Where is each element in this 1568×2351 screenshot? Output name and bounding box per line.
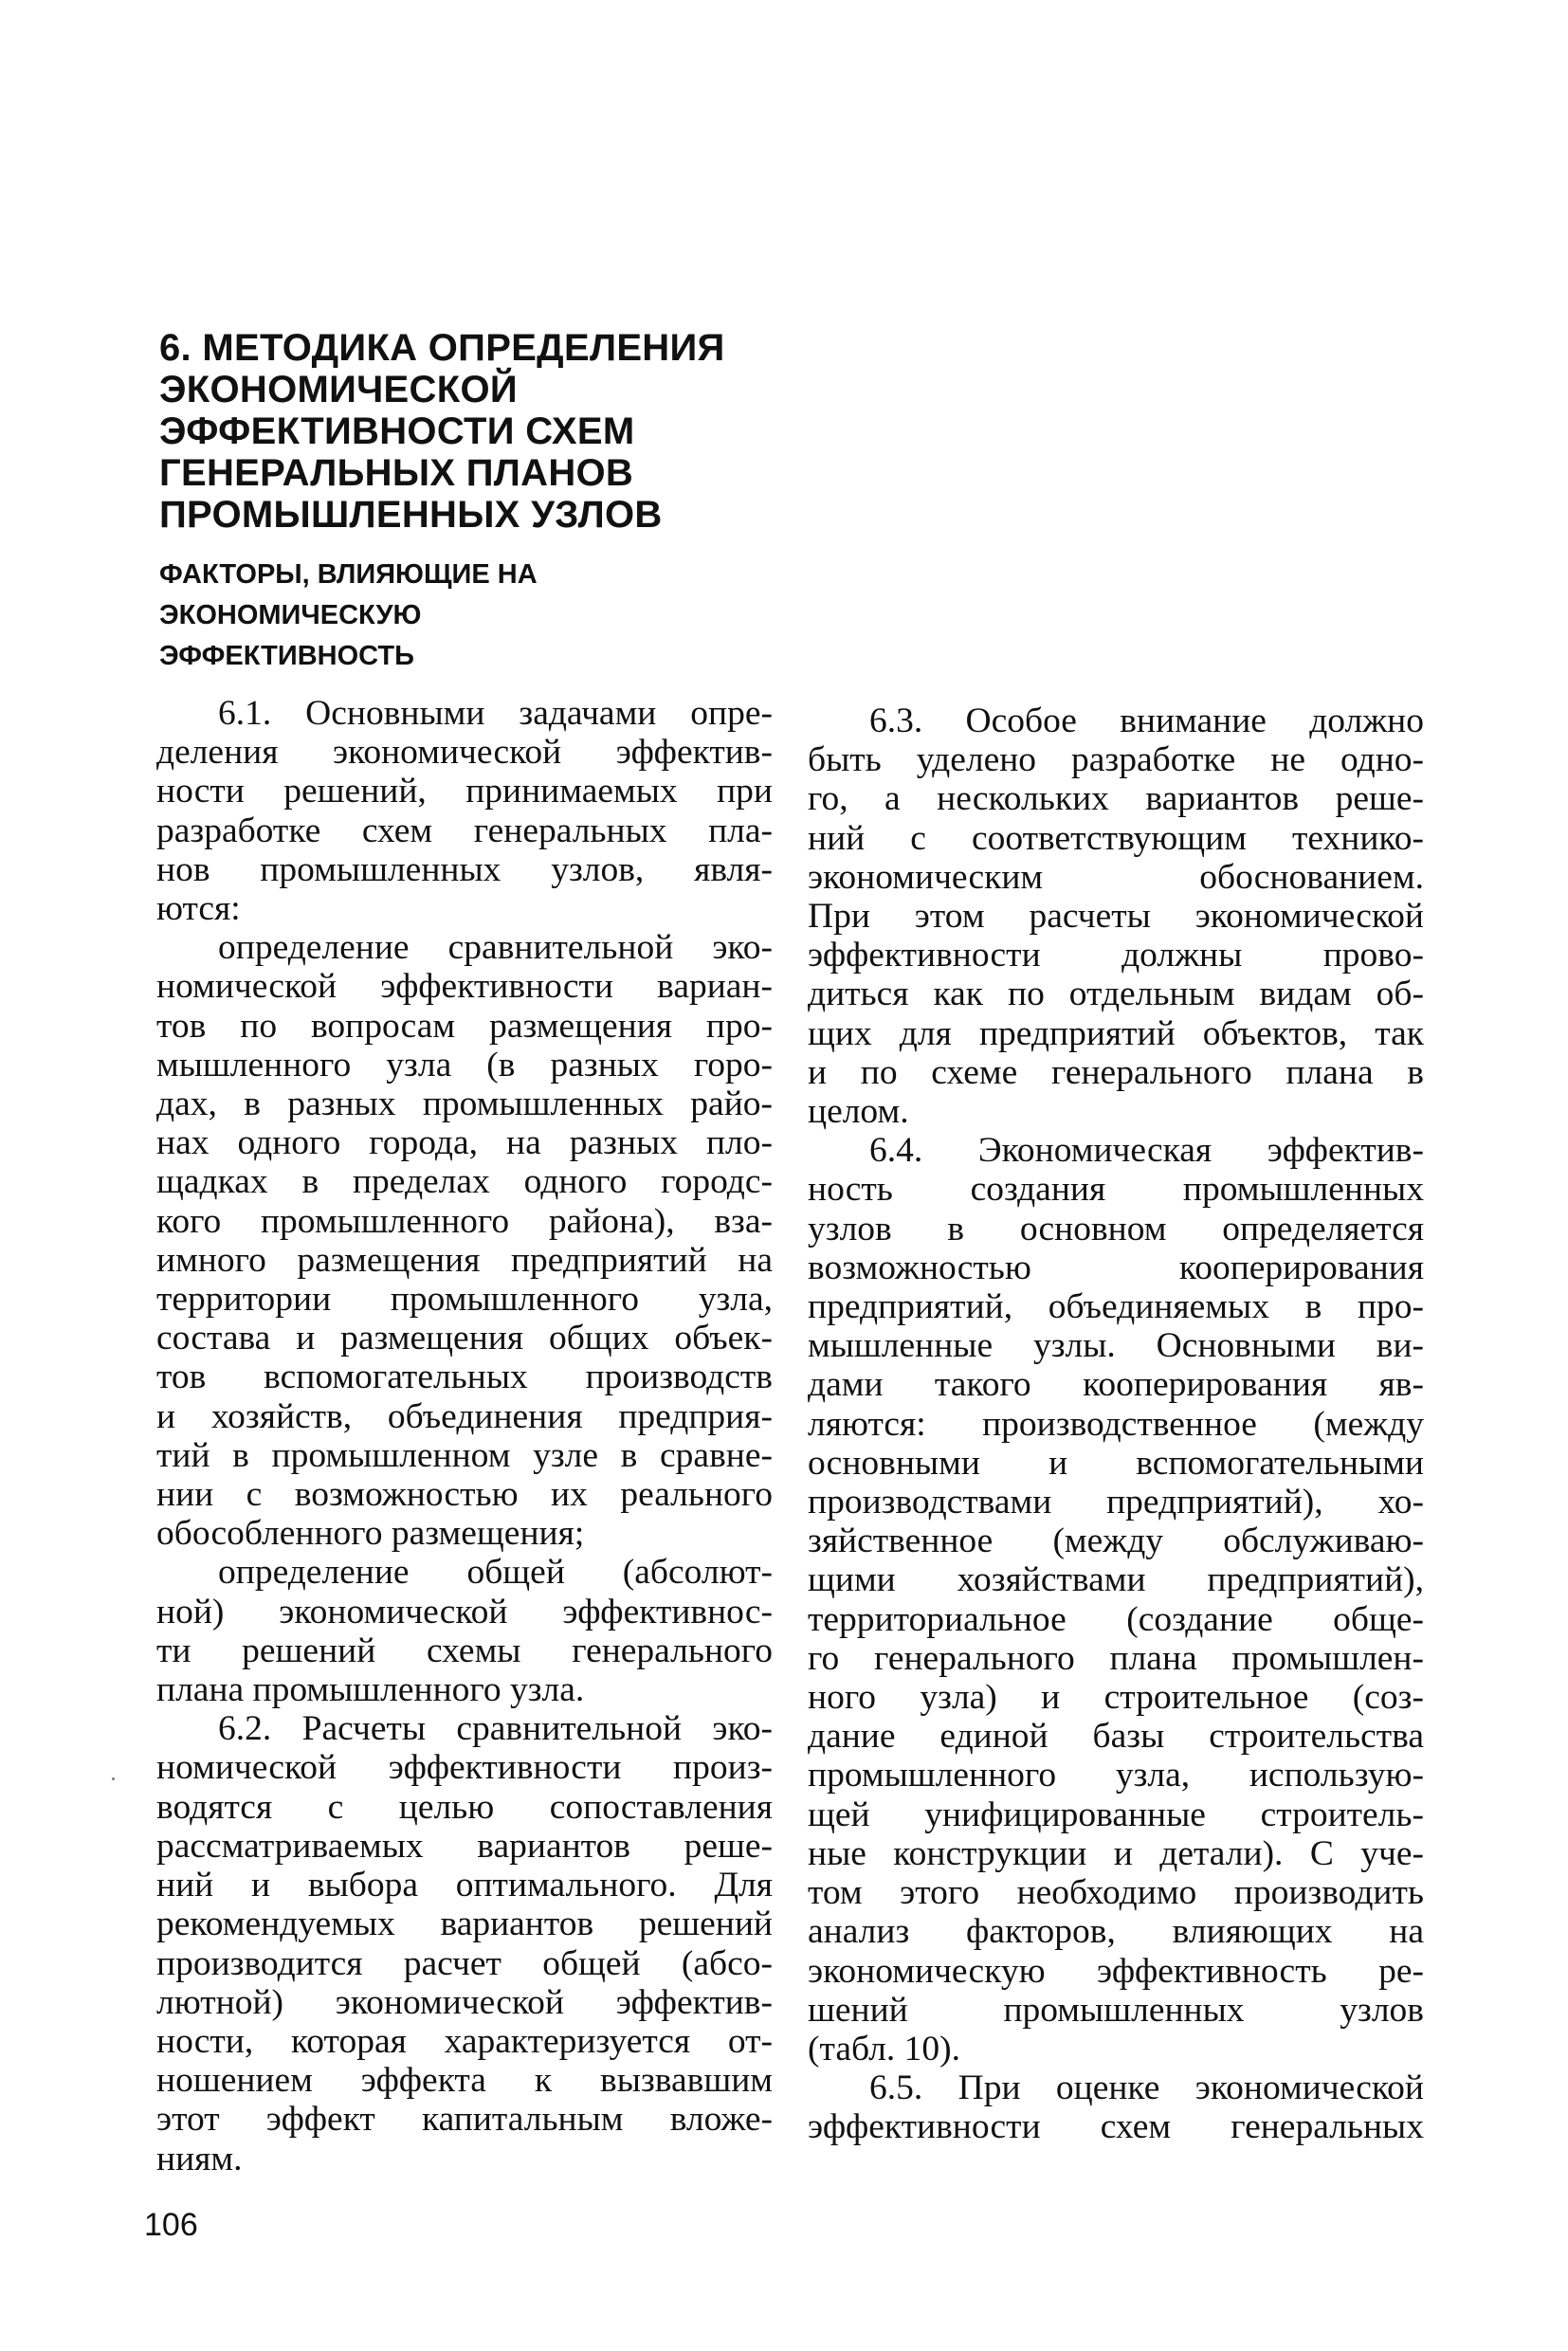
text-line: диться как по отдельным видам об- xyxy=(808,975,1424,1014)
text-line: тий в промышленном узле в сравне- xyxy=(156,1435,773,1475)
text-line: щей унифицированные строитель- xyxy=(808,1795,1424,1834)
text-line: состава и размещения общих объек- xyxy=(156,1319,773,1358)
text-line: ношением эффекта к вызвавшим xyxy=(156,2061,773,2101)
text-line: ляются: производственное (между xyxy=(808,1404,1424,1444)
text-line: 6.5. При оценке экономической xyxy=(869,2069,1424,2108)
text-line: ниям. xyxy=(156,2139,243,2178)
text-line: том этого необходимо производить xyxy=(808,1873,1424,1913)
text-line: узлов в основном определяется xyxy=(808,1209,1424,1248)
text-line: щими хозяйствами предприятий), xyxy=(808,1560,1424,1600)
text-line: территориальное (создание обще- xyxy=(808,1599,1424,1639)
text-line: целом. xyxy=(808,1092,909,1132)
text-line: экономическую эффективность ре- xyxy=(808,1951,1424,1991)
text-line: этот эффект капитальным вложе- xyxy=(156,2100,773,2140)
text-line: быть уделено разработке не одно- xyxy=(808,740,1424,780)
chapter-title-line: ГЕНЕРАЛЬНЫХ ПЛАНОВ xyxy=(159,452,634,494)
text-line: ти решений схемы генерального xyxy=(156,1631,773,1670)
chapter-title-line: ЭКОНОМИЧЕСКОЙ xyxy=(159,369,518,410)
text-line: тов вспомогательных производств xyxy=(156,1358,773,1397)
text-line: нии с возможностью их реального xyxy=(156,1475,773,1515)
text-line: обособленного размещения; xyxy=(156,1514,585,1554)
text-line: промышленного узла, использую- xyxy=(808,1756,1424,1795)
text-line: ности решений, принимаемых при xyxy=(156,772,773,811)
text-line: и по схеме генерального плана в xyxy=(808,1052,1424,1092)
text-line: производится расчет общей (абсо- xyxy=(156,1943,773,1983)
text-line: лютной) экономической эффектив- xyxy=(156,1982,773,2022)
text-line: нов промышленных узлов, явля- xyxy=(156,849,773,889)
text-line: ний и выбора оптимального. Для xyxy=(156,1866,773,1905)
text-line: зяйственное (между обслуживаю- xyxy=(808,1522,1424,1561)
text-line: 6.3. Особое внимание должно xyxy=(869,702,1424,740)
section-title-line: ЭФФЕКТИВНОСТЬ xyxy=(159,641,414,671)
text-line: рекомендуемых вариантов решений xyxy=(156,1904,773,1944)
left-column xyxy=(156,694,773,2178)
chapter-title xyxy=(159,327,785,536)
text-line: 6.2. Расчеты сравнительной эко- xyxy=(218,1709,773,1749)
right-column xyxy=(808,702,1424,2147)
text-line: щих для предприятий объектов, так xyxy=(808,1013,1424,1053)
text-line: дах, в разных промышленных райо- xyxy=(156,1084,773,1124)
text-line: ний с соответствующим технико- xyxy=(808,818,1424,858)
text-line: деления экономической эффектив- xyxy=(156,733,773,773)
chapter-title-line: ЭФФЕКТИВНОСТИ СХЕМ xyxy=(159,410,635,452)
text-line: номической эффективности вариан- xyxy=(156,967,773,1007)
text-line: тов по вопросам размещения про- xyxy=(156,1006,773,1046)
text-line: предприятий, объединяемых в про- xyxy=(808,1287,1424,1327)
text-line: номической эффективности произ- xyxy=(156,1748,773,1788)
text-line: 6.4. Экономическая эффектив- xyxy=(869,1131,1424,1171)
text-line: определение сравнительной эко- xyxy=(218,928,773,968)
text-line: рассматриваемых вариантов реше- xyxy=(156,1826,773,1866)
text-line: кого промышленного района), вза- xyxy=(156,1201,773,1241)
text-line: При этом расчеты экономической xyxy=(808,897,1424,937)
text-line: го, а нескольких вариантов реше- xyxy=(808,779,1424,819)
section-title xyxy=(159,555,690,677)
page-number: 106 xyxy=(144,2207,198,2243)
text-line: дание единой базы строительства xyxy=(808,1717,1424,1757)
text-line: 6.1. Основными задачами опре- xyxy=(218,694,773,733)
text-line: ются: xyxy=(156,889,241,929)
text-line: ные конструкции и детали). С уче- xyxy=(808,1833,1424,1873)
text-line: территории промышленного узла, xyxy=(156,1280,773,1320)
text-line: дами такого кооперирования яв- xyxy=(808,1365,1424,1405)
text-line: эффективности должны прово- xyxy=(808,936,1424,975)
text-line: разработке схем генеральных пла- xyxy=(156,811,773,850)
text-line: водятся с целью сопоставления xyxy=(156,1787,773,1827)
text-line: имного размещения предприятий на xyxy=(156,1240,773,1280)
text-line: нах одного города, на разных пло- xyxy=(156,1123,773,1163)
text-line: производствами предприятий), хо- xyxy=(808,1483,1424,1522)
text-line: ность создания промышленных xyxy=(808,1170,1424,1210)
text-line: шений промышленных узлов xyxy=(808,1990,1424,2030)
text-line: анализ факторов, влияющих на xyxy=(808,1912,1424,1952)
text-line: определение общей (абсолют- xyxy=(218,1553,773,1593)
text-line: эффективности схем генеральных xyxy=(808,2107,1424,2147)
text-line: щадках в пределах одного городс- xyxy=(156,1162,773,1202)
text-line: возможностью кооперирования xyxy=(808,1248,1424,1287)
chapter-title-line: ПРОМЫШЛЕННЫХ УЗЛОВ xyxy=(159,494,663,536)
text-line: го генерального плана промышлен- xyxy=(808,1638,1424,1678)
text-line: ного узла) и строительное (соз- xyxy=(808,1678,1424,1718)
stray-dot xyxy=(112,1777,115,1780)
chapter-title-line: 6. МЕТОДИКА ОПРЕДЕЛЕНИЯ xyxy=(159,327,725,369)
text-line: экономическим обоснованием. xyxy=(808,857,1424,897)
text-line: мышленные узлы. Основными ви- xyxy=(808,1326,1424,1366)
text-line: мышленного узла (в разных горо- xyxy=(156,1045,773,1084)
text-line: и хозяйств, объединения предприя- xyxy=(156,1396,773,1436)
section-title-line: ФАКТОРЫ, ВЛИЯЮЩИЕ НА xyxy=(159,559,538,590)
text-line: (табл. 10). xyxy=(808,2029,960,2069)
section-title-line: ЭКОНОМИЧЕСКУЮ xyxy=(159,600,422,630)
text-line: плана промышленного узла. xyxy=(156,1670,585,1710)
text-line: основными и вспомогательными xyxy=(808,1443,1424,1483)
text-line: ной) экономической эффективнос- xyxy=(156,1592,773,1631)
text-line: ности, которая характеризуется от- xyxy=(156,2021,773,2061)
